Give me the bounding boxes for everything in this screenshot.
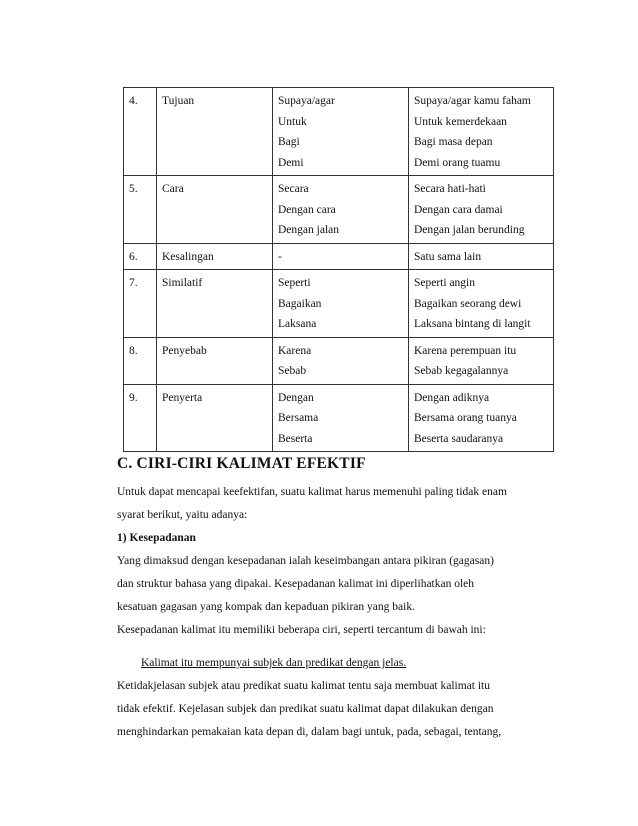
example-phrase: Dengan cara damai xyxy=(414,203,503,216)
underlined-point: Kalimat itu mempunyai subjek dan predikat dengan jelas. xyxy=(141,657,407,669)
example-phrase: Bersama orang tuanya xyxy=(414,412,517,424)
conjunction-word: Secara xyxy=(278,183,309,195)
example-phrase: Karena perempuan itu xyxy=(414,344,517,357)
paragraph-line: kesatuan gagasan yang kompak dan kepaduan pikiran yang baik. xyxy=(117,601,415,613)
subheading-kesepadanan: 1) Kesepadanan xyxy=(117,532,196,544)
conjunction-word: Karena xyxy=(278,344,312,357)
conjunction-word: Sebab xyxy=(278,365,307,377)
examples-cell xyxy=(409,243,554,270)
examples-cell xyxy=(409,88,554,176)
paragraph-line: Yang dimaksud dengan kesepadanan ialah keseimbangan antara pikiran (gagasan) xyxy=(117,555,494,567)
relation-name: Cara xyxy=(157,176,273,244)
row-number: 7. xyxy=(124,270,157,338)
example-phrase: Supaya/agar kamu faham xyxy=(414,95,531,107)
example-phrase: Laksana bintang di langit xyxy=(414,318,531,330)
paragraph-1 xyxy=(117,550,557,619)
table-row xyxy=(124,88,554,176)
table-row xyxy=(124,243,554,270)
paragraph-line: menghindarkan pemakaian kata depan di, dalam bagi untuk, pada, sebagai, tentang, xyxy=(117,726,502,738)
example-phrase: Dengan jalan berunding xyxy=(414,224,525,236)
examples-cell xyxy=(409,270,554,338)
conjunction-word: Untuk xyxy=(278,115,307,128)
relation-name: Similatif xyxy=(157,270,273,338)
row-number: 6. xyxy=(124,243,157,270)
example-phrase: Sebab kegagalannya xyxy=(414,365,509,377)
row-number: 5. xyxy=(124,176,157,244)
example-phrase: Untuk kemerdekaan xyxy=(414,115,507,128)
paragraph-line: dan struktur bahasa yang dipakai. Kesepadanan kalimat ini diperlihatkan oleh xyxy=(117,578,475,590)
conjunction-word: Bagaikan xyxy=(278,297,322,310)
paragraph-2: Kesepadanan kalimat itu memiliki beberapa ciri, seperti tercantum di bawah ini: xyxy=(117,624,486,636)
example-phrase: Dengan adiknya xyxy=(414,391,490,404)
conjunction-word: Supaya/agar xyxy=(278,95,335,107)
conjunction-table xyxy=(123,87,554,452)
conjunction-word: Seperti xyxy=(278,277,311,289)
table-row xyxy=(124,270,554,338)
conjunction-word: Bersama xyxy=(278,412,319,424)
conjunction-words-cell xyxy=(273,384,409,452)
example-phrase: Satu sama lain xyxy=(414,250,482,263)
paragraph-line: tidak efektif. Kejelasan subjek dan predikat suatu kalimat dapat dilakukan dengan xyxy=(117,703,494,715)
paragraph-line: Ketidakjelasan subjek atau predikat suatu kalimat tentu saja membuat kalimat itu xyxy=(117,680,490,692)
intro-line: syarat berikut, yaitu adanya: xyxy=(117,509,248,521)
intro-paragraph xyxy=(117,481,557,527)
conjunction-words-cell xyxy=(273,88,409,176)
table-row xyxy=(124,384,554,452)
conjunction-word: Bagi xyxy=(278,136,300,148)
row-number: 8. xyxy=(124,337,157,384)
paragraph-3 xyxy=(117,675,557,744)
example-phrase: Secara hati-hati xyxy=(414,183,486,195)
conjunction-words-cell xyxy=(273,176,409,244)
examples-cell xyxy=(409,384,554,452)
example-phrase: Beserta saudaranya xyxy=(414,432,504,445)
row-number: 4. xyxy=(124,88,157,176)
example-phrase: Bagaikan seorang dewi xyxy=(414,297,522,310)
example-phrase: Seperti angin xyxy=(414,277,475,289)
conjunction-word: Beserta xyxy=(278,432,313,445)
conjunction-word: Dengan xyxy=(278,391,314,404)
examples-cell xyxy=(409,176,554,244)
section-ciri-ciri xyxy=(117,455,557,744)
example-phrase: Demi orang tuamu xyxy=(414,156,501,169)
relation-name: Kesalingan xyxy=(157,243,273,270)
conjunction-words-cell xyxy=(273,337,409,384)
table-row xyxy=(124,337,554,384)
conjunction-words-cell xyxy=(273,243,409,270)
section-title: C. CIRI-CIRI KALIMAT EFEKTIF xyxy=(117,455,366,472)
example-phrase: Bagi masa depan xyxy=(414,136,493,148)
row-number: 9. xyxy=(124,384,157,452)
conjunction-word: Demi xyxy=(278,156,304,169)
relation-name: Tujuan xyxy=(157,88,273,176)
table-body xyxy=(124,88,554,452)
conjunction-words-cell xyxy=(273,270,409,338)
relation-name: Penyerta xyxy=(157,384,273,452)
conjunction-word: - xyxy=(278,250,282,263)
table-row xyxy=(124,176,554,244)
relation-name: Penyebab xyxy=(157,337,273,384)
examples-cell xyxy=(409,337,554,384)
conjunction-word: Dengan cara xyxy=(278,203,336,216)
conjunction-word: Dengan jalan xyxy=(278,224,339,236)
intro-line: Untuk dapat mencapai keefektifan, suatu kalimat harus memenuhi paling tidak enam xyxy=(117,486,507,498)
conjunction-word: Laksana xyxy=(278,318,317,330)
